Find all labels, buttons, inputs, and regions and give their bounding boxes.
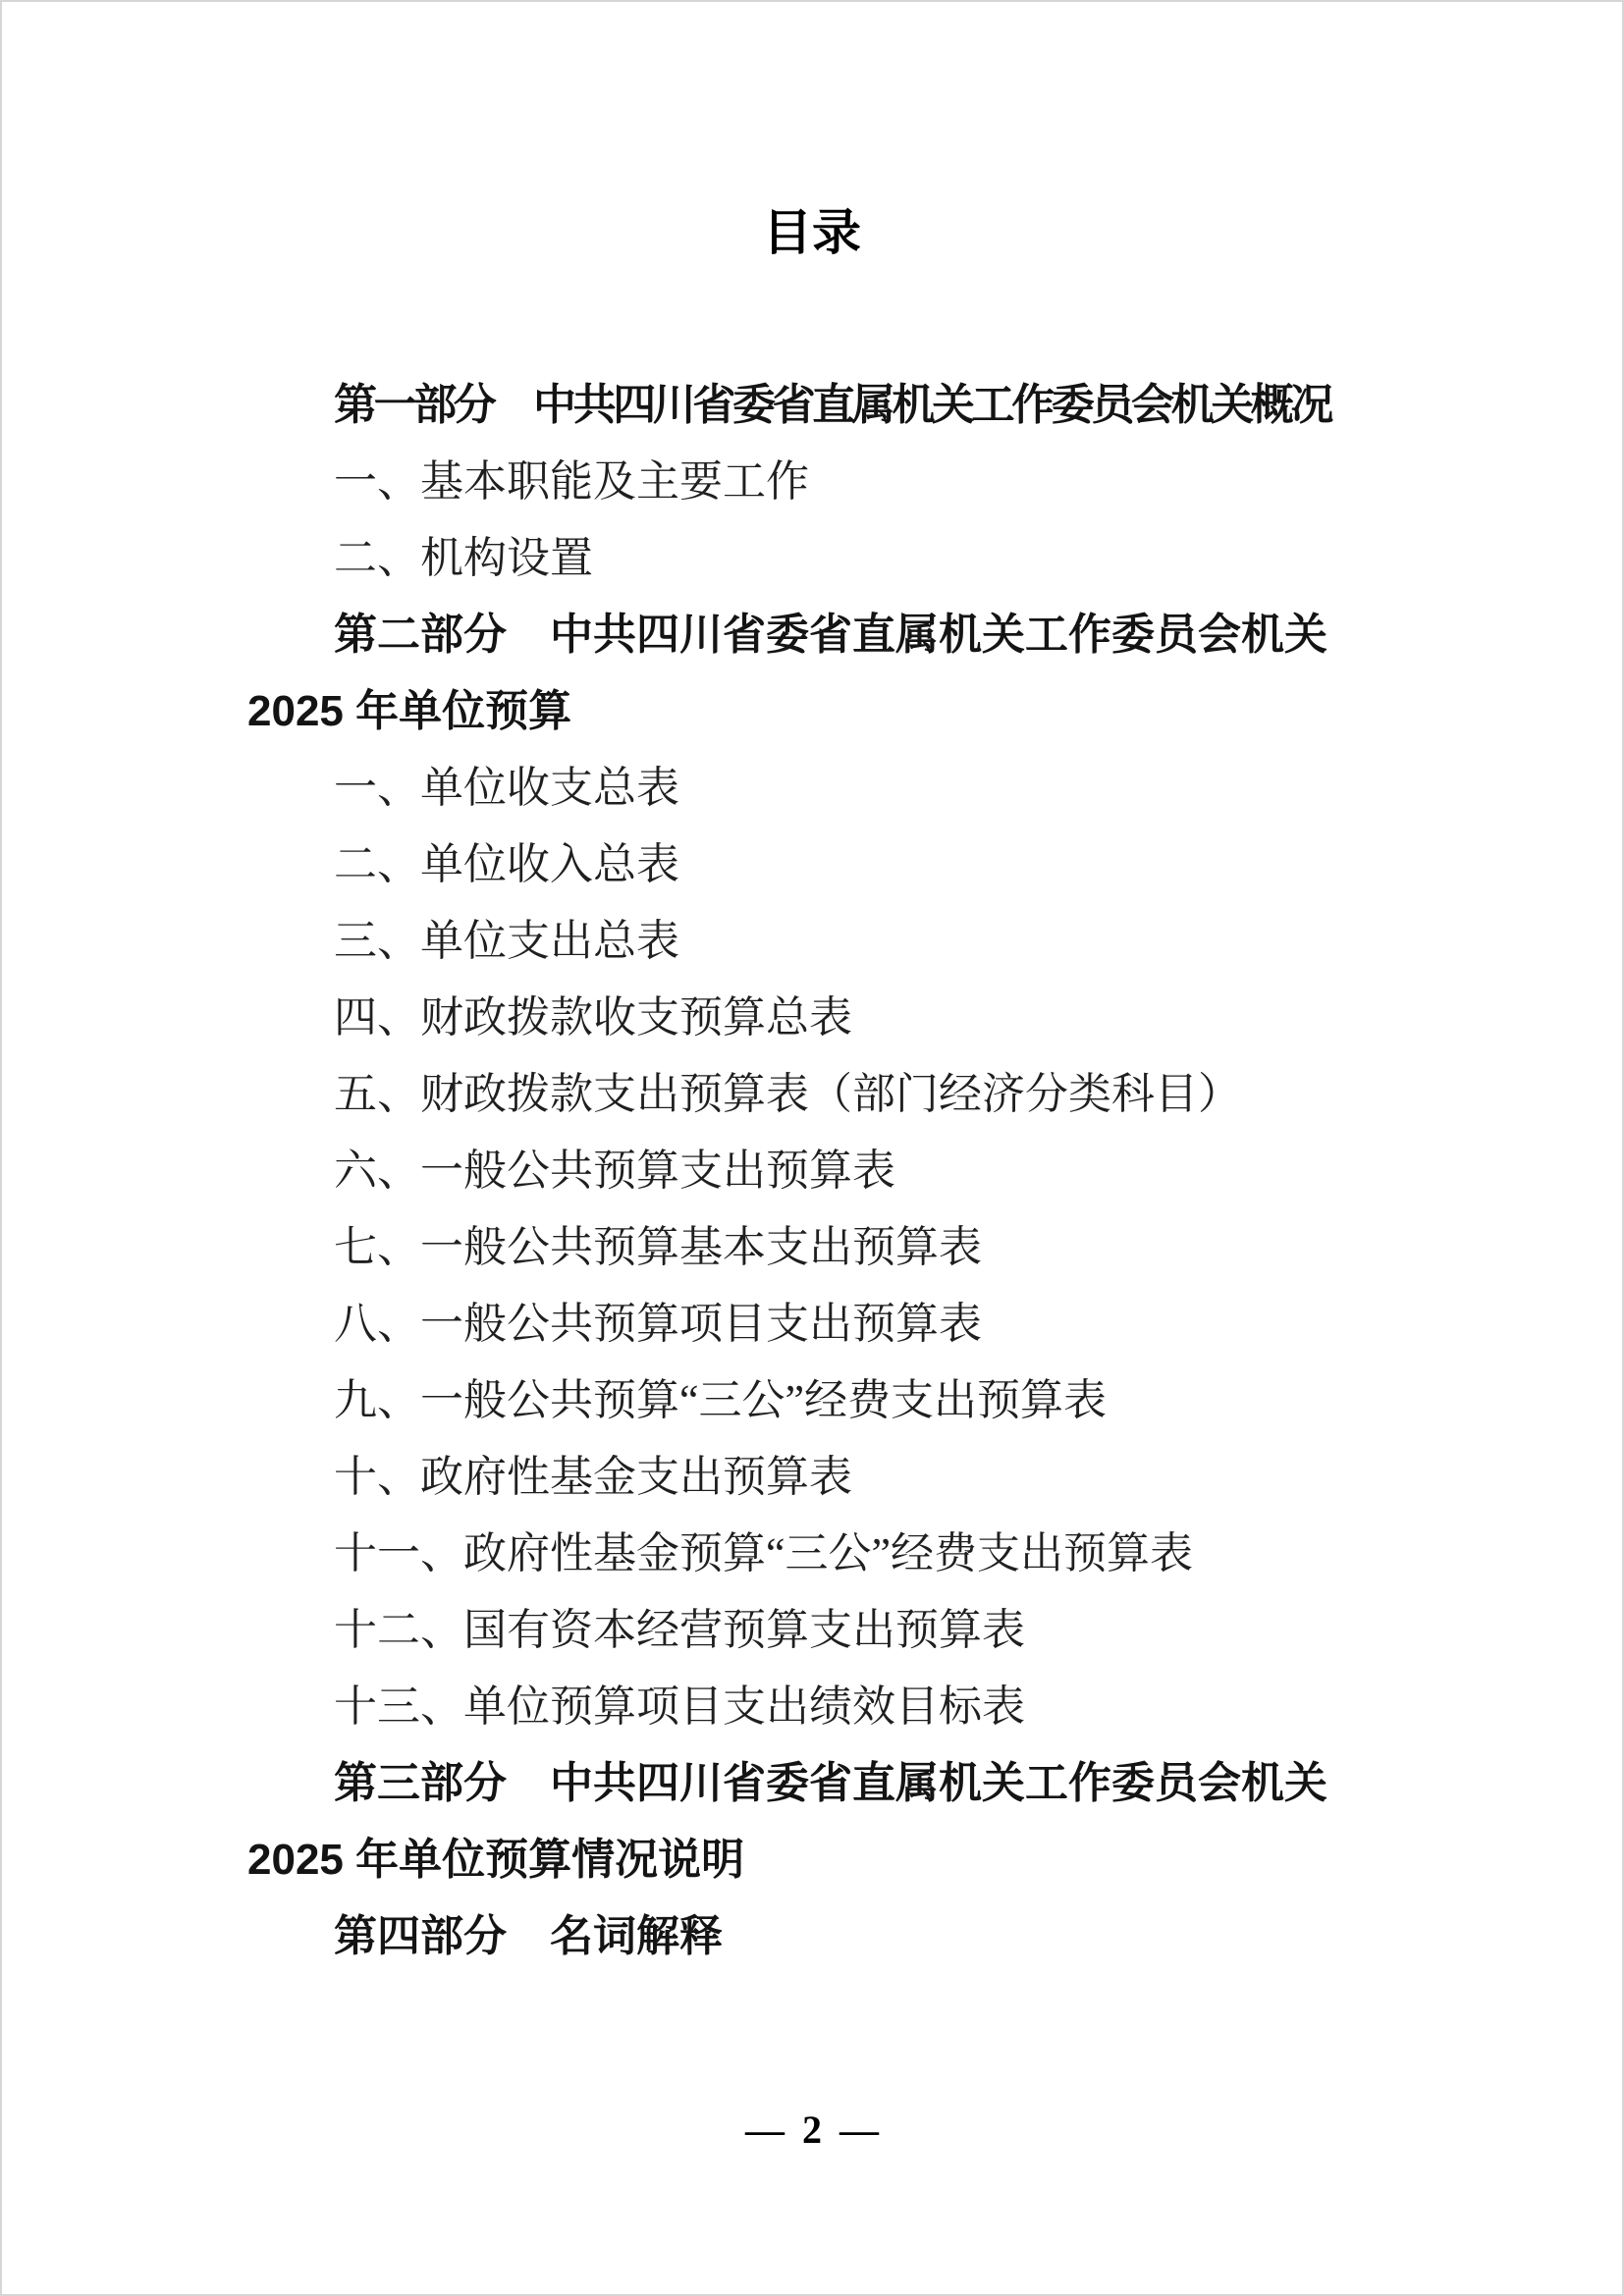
toc-line: 十、政府性基金支出预算表 [334,1453,852,1501]
toc-line: 十一、政府性基金预算“三公”经费支出预算表 [334,1529,1194,1577]
toc-line: 四、财政拨款收支预算总表 [334,993,852,1041]
toc-line: 十三、单位预算项目支出绩效目标表 [334,1682,1025,1731]
page-number: — 2 — [745,2108,879,2152]
page-title: 目录 [763,205,861,260]
toc-line: 九、一般公共预算“三公”经费支出预算表 [334,1376,1108,1424]
toc-line: 第四部分 名词解释 [334,1912,723,1960]
toc-line: 二、机构设置 [334,534,593,582]
toc-line: 一、单位收支总表 [334,764,679,812]
toc-line: 二、单位收入总表 [334,840,679,888]
page-footer [2,2107,1622,2154]
toc-line: 第二部分 中共四川省委省直属机关工作委员会机关 [334,611,1327,659]
table-of-contents [2,367,1622,1975]
toc-line: 一、基本职能及主要工作 [334,457,809,506]
toc-line: 七、一般公共预算基本支出预算表 [334,1223,982,1271]
toc-line: 第三部分 中共四川省委省直属机关工作委员会机关 [334,1759,1327,1807]
toc-line: 2025 年单位预算情况说明 [247,1836,745,1884]
toc-line: 五、财政拨款支出预算表（部门经济分类科目） [334,1070,1241,1118]
toc-line: 三、单位支出总表 [334,917,679,965]
toc-line: 八、一般公共预算项目支出预算表 [334,1300,982,1348]
toc-line: 六、一般公共预算支出预算表 [334,1147,895,1195]
toc-line: 2025 年单位预算 [247,687,572,735]
toc-line: 十二、国有资本经营预算支出预算表 [334,1606,1025,1654]
toc-line: 第一部分 中共四川省委省直属机关工作委员会机关概况 [334,381,1330,429]
